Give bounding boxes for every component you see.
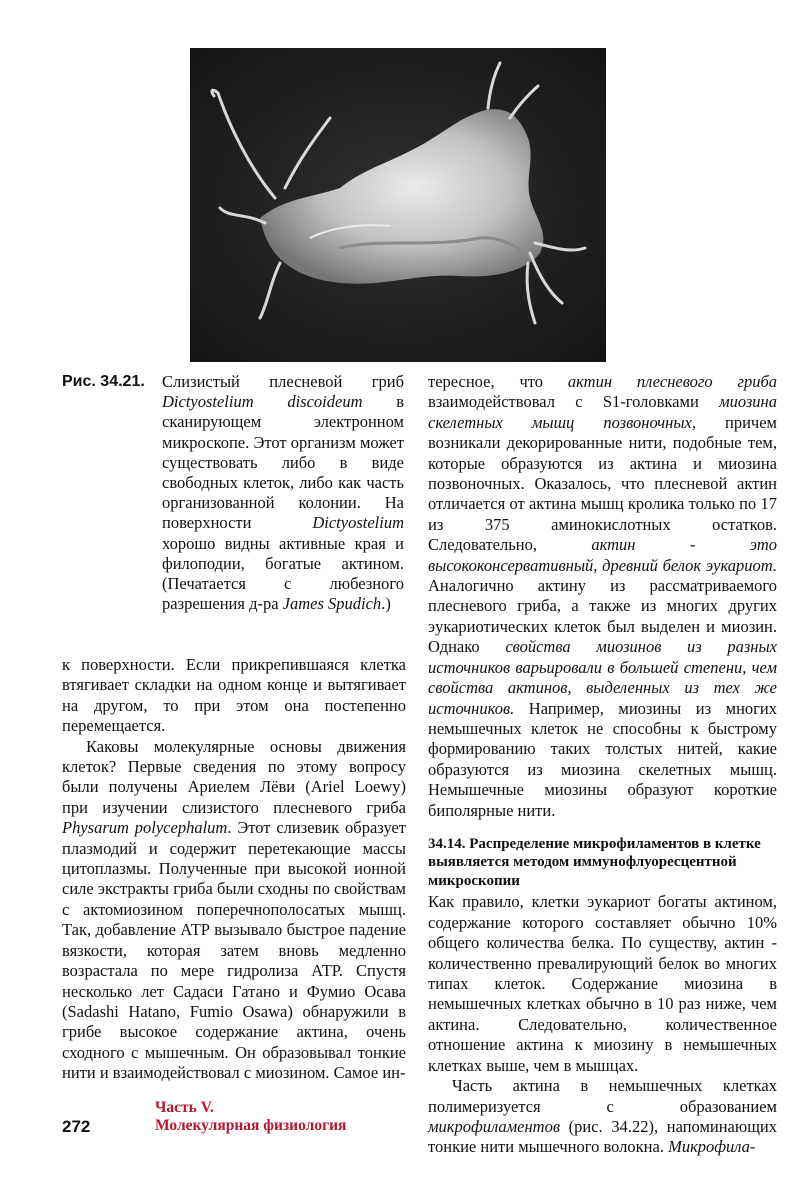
italic-text: миозина скелетных мышц позвоночных,	[428, 392, 777, 432]
italic-text: Physarum polycephalum	[62, 818, 228, 838]
text-run: тересное, что	[428, 372, 568, 391]
text-run: Например, миозины из многих немышечных клеток не способны к быстрому формированию таких толстых нитей, какие образуются из миозина скелетных мышц. Немышечные миозины образуют короткие биполярные нити.	[428, 698, 777, 820]
text-run: взаимодействовал с S1-головками	[428, 392, 720, 412]
italic-text: Микрофила-	[668, 1137, 756, 1157]
italic-text: свойства миозинов из разных источников варьировали в большей степени, чем свойства актинов, выделенных из тех же источников.	[428, 637, 777, 718]
paragraph	[62, 737, 406, 1084]
italic-text: актин плесневого гриба	[567, 372, 777, 391]
text-run: Аналогично актину из рассматриваемого плесневого гриба, а также из многих других эукариотических клеток был выделен и миозин. Однако	[428, 576, 777, 657]
part-title	[155, 1099, 346, 1135]
left-column	[62, 655, 406, 1084]
paragraph	[62, 655, 406, 737]
italic-text: Dictyostelium discoideum	[162, 392, 363, 412]
italic-text: Dictyostelium	[312, 513, 404, 533]
page-number: 272	[62, 1117, 91, 1136]
italic-text: James Spudich	[282, 594, 382, 614]
text-run: Как правило, клетки эукариот богаты актином, содержание которого составляет обычно 10% общего количества белка. По существу, актин - количественно превалирующий белок во многих типах клеток. Содержание миозина в немышечных клетках обычно в 10 раз ниже, чем актина. Следовательно, количественное отношение актина к миозину в немышечных клетках выше, чем в мышцах.	[428, 892, 777, 1075]
italic-text: актин - это высококонсервативный, древний белок эукариот.	[428, 535, 777, 575]
section-heading: 34.14. Распределение микрофиламентов в клетке выявляется методом иммунофлуоресцентной микроскопии	[428, 835, 761, 889]
part-label: Часть V.	[155, 1099, 214, 1116]
right-column	[428, 372, 777, 1158]
paragraph	[428, 372, 777, 821]
text-run: причем возникали декорированные нити, подобные тем, которые образуются из актина и миозина позвоночных. Оказалось, что плесневой актин отличается от актина мышц кролика только по 17 из 375 аминокислотных остатков. Следовательно,	[428, 412, 777, 555]
dictyostelium-micrograph	[190, 48, 606, 362]
paragraph	[428, 1076, 777, 1158]
text-run: .)	[381, 594, 391, 614]
figure-caption	[162, 372, 404, 614]
figure-label: Рис. 34.21.	[62, 373, 145, 390]
micrograph-figure	[190, 48, 606, 362]
part-name: Молекулярная физиология	[155, 1117, 347, 1134]
paragraph	[428, 892, 777, 1076]
text-run: Каковы молекулярные основы движения клеток? Первые сведения по этому вопросу были получены Ариелем Лёви (Ariel Loewy) при изучении слизистого плесневого гриба	[62, 736, 406, 817]
text-run: Слизистый плесневой гриб	[162, 372, 404, 391]
text-run: (рис. 34.22), напоминающих тонкие нити мышечного волокна.	[428, 1116, 777, 1157]
italic-text: микрофиламентов	[428, 1116, 560, 1136]
text-run: Часть актина в немышечных клетках полимеризуется с образованием	[428, 1076, 777, 1116]
text-run: к поверхности. Если прикрепившаяся клетка втягивает складки на одном конце и вытягивает на другом, то при этом она постепенно перемещается.	[62, 655, 406, 736]
text-run: . Этот слизевик образует плазмодий и содержит перетекающие массы цитоплазмы. Полученные при высокой ионной силе экстракты гриба были сходны по свойствам с актомиозином поперечнополосатых мышц. Так, добавление АТР вызывало быстрое падение вязкости, которая затем вновь медленно возрастала по мере гидролиза АТР. Спустя несколько лет Садаси Гатано и Фумио Осава (Sadashi Hatano, Fumio Osawa) обнаружили в грибе высокое содержание актина, очень сходного с мышечным. Он образовывал тонкие нити и взаимодействовал с миозином. Самое ин-	[62, 818, 407, 1083]
text-run: в сканирующем электронном микроскопе. Этот организм может существовать либо в виде свободных клеток, либо как часть организованной колонии. На поверхности	[162, 392, 404, 533]
text-run: хорошо видны активные края и филоподии, богатые актином. (Печатается с любезного разрешения д-ра	[162, 533, 404, 614]
